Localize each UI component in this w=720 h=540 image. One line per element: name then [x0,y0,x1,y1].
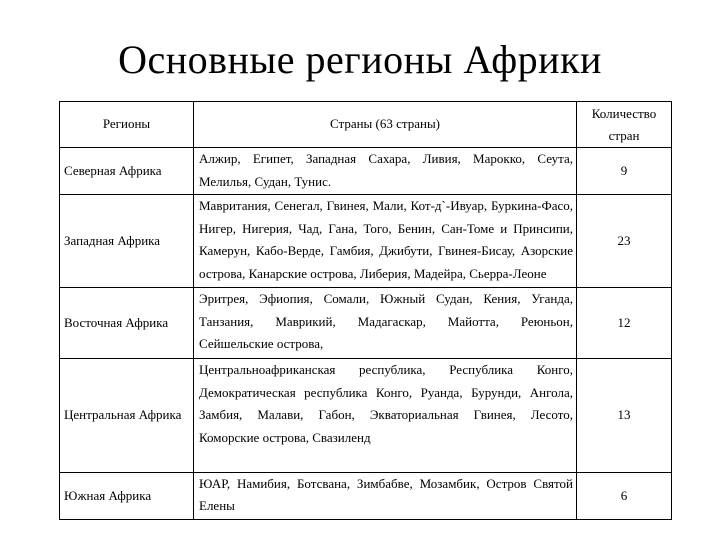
countries-cell: Мавритания, Сенегал, Гвинея, Мали, Кот-д`-Ивуар, Буркина-Фасо, Нигер, Нигерия, Чад, Гана, Того, Бенин, Сан-Томе и Принсипи, Камерун, Кабо-Верде, Гамбия, Джибути, Гвинея-Бисау, Азорские острова, Канарские острова, Либерия, Мадейра, Сьерра-Леоне [194,195,577,288]
count-cell: 6 [577,472,672,519]
count-cell: 23 [577,195,672,288]
table-row [60,359,672,473]
region-cell: Восточная Африка [60,288,194,359]
region-cell: Западная Африка [60,195,194,288]
count-cell: 12 [577,288,672,359]
countries-cell: Алжир, Египет, Западная Сахара, Ливия, Марокко, Сеута, Мелилья, Судан, Тунис. [194,148,577,195]
countries-cell: Центральноафриканская республика, Республика Конго, Демократическая республика Конго, Руанда, Бурунди, Ангола, Замбия, Малави, Габон, Экваториальная Гвинея, Лесото, Коморские острова, Свазиленд [194,359,577,473]
header-count: Количество стран [577,102,672,148]
region-cell: Южная Африка [60,472,194,519]
countries-cell: ЮАР, Намибия, Ботсвана, Зимбабве, Мозамбик, Остров Святой Елены [194,472,577,519]
table-row [60,195,672,288]
regions-table [59,101,672,520]
header-countries: Страны (63 страны) [194,102,577,148]
table-row [60,288,672,359]
table-row [60,472,672,519]
region-cell: Северная Африка [60,148,194,195]
count-cell: 13 [577,359,672,473]
countries-cell: Эритрея, Эфиопия, Сомали, Южный Судан, Кения, Уганда, Танзания, Маврикий, Мадагаскар, Майотта, Реюньон, Сейшельские острова, [194,288,577,359]
slide-title: Основные регионы Африки [118,37,602,82]
header-regions: Регионы [60,102,194,148]
count-cell: 9 [577,148,672,195]
region-cell: Центральная Африка [60,359,194,473]
table-header-row [60,102,672,148]
table-row [60,148,672,195]
